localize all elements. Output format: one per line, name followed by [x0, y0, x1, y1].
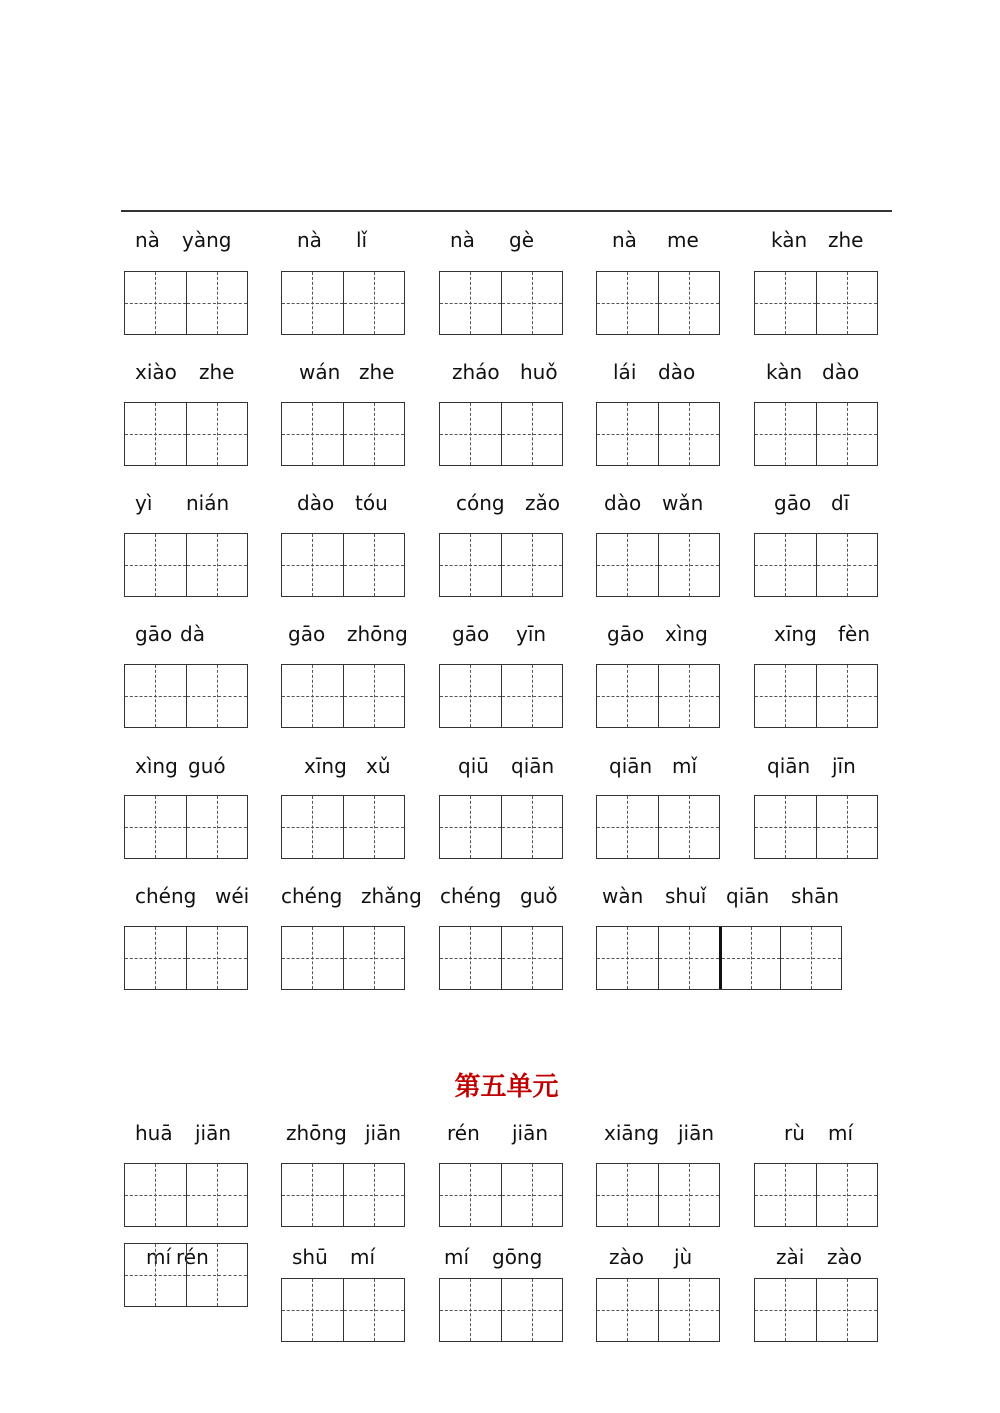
- tian-zi-cell[interactable]: [343, 272, 404, 334]
- tian-zi-cell[interactable]: [282, 665, 343, 727]
- writing-grid[interactable]: [281, 1163, 405, 1227]
- tian-zi-cell[interactable]: [440, 796, 501, 858]
- pinyin-syllable: jīn: [832, 754, 856, 778]
- writing-grid[interactable]: [596, 1163, 720, 1227]
- tian-zi-cell[interactable]: [125, 665, 186, 727]
- pinyin-syllable: xìng: [135, 754, 178, 778]
- tian-zi-cell[interactable]: [186, 403, 247, 465]
- tian-zi-cell[interactable]: [658, 665, 719, 727]
- pinyin-syllable: nà: [135, 228, 160, 252]
- writing-grid[interactable]: [439, 1278, 563, 1342]
- pinyin-syllable: nián: [186, 491, 230, 515]
- pinyin-syllable: lǐ: [356, 228, 368, 252]
- tian-zi-cell[interactable]: [440, 534, 501, 596]
- writing-grid[interactable]: [124, 533, 248, 597]
- tian-zi-cell[interactable]: [597, 272, 658, 334]
- tian-zi-cell[interactable]: [755, 1164, 816, 1226]
- pinyin-syllable: dà: [180, 622, 205, 646]
- pinyin-syllable: guǒ: [520, 884, 558, 908]
- pinyin-syllable: shān: [791, 884, 840, 908]
- writing-grid[interactable]: [439, 795, 563, 859]
- pinyin-syllable: wàn: [602, 884, 644, 908]
- pinyin-syllable: huǒ: [520, 360, 558, 384]
- tian-zi-cell[interactable]: [125, 796, 186, 858]
- pinyin-syllable: huā: [135, 1121, 173, 1145]
- writing-grid[interactable]: [596, 795, 720, 859]
- writing-grid[interactable]: [754, 1163, 878, 1227]
- tian-zi-cell[interactable]: [282, 272, 343, 334]
- tian-zi-cell[interactable]: [440, 927, 501, 989]
- pinyin-syllable: mǐ: [672, 754, 698, 778]
- pinyin-syllable: mí: [828, 1121, 854, 1145]
- pinyin-syllable: zhe: [359, 360, 395, 384]
- tian-zi-cell[interactable]: [816, 403, 877, 465]
- tian-zi-cell[interactable]: [440, 272, 501, 334]
- tian-zi-cell[interactable]: [186, 272, 247, 334]
- tian-zi-cell[interactable]: [501, 796, 562, 858]
- tian-zi-cell[interactable]: [501, 272, 562, 334]
- pinyin-syllable: qiān: [726, 884, 770, 908]
- writing-grid[interactable]: [754, 402, 878, 466]
- tian-zi-cell[interactable]: [343, 1279, 404, 1341]
- writing-grid[interactable]: [124, 1243, 248, 1307]
- tian-zi-cell[interactable]: [440, 1279, 501, 1341]
- pinyin-syllable: zài: [776, 1245, 805, 1269]
- pinyin-syllable: zào: [609, 1245, 644, 1269]
- pinyin-syllable: wán: [299, 360, 341, 384]
- pinyin-syllable: wéi: [215, 884, 250, 908]
- pinyin-syllable: yì: [135, 491, 153, 515]
- pinyin-syllable: yīn: [516, 622, 547, 646]
- pinyin-syllable: gōng: [492, 1245, 543, 1269]
- pinyin-syllable: nà: [297, 228, 322, 252]
- tian-zi-cell[interactable]: [343, 403, 404, 465]
- tian-zi-cell[interactable]: [282, 1164, 343, 1226]
- writing-grid[interactable]: [439, 664, 563, 728]
- writing-grid[interactable]: [439, 271, 563, 335]
- pinyin-syllable: jiān: [678, 1121, 715, 1145]
- tian-zi-cell[interactable]: [597, 796, 658, 858]
- tian-zi-cell[interactable]: [125, 1164, 186, 1226]
- pinyin-syllable: qiān: [511, 754, 555, 778]
- writing-grid[interactable]: [439, 1163, 563, 1227]
- tian-zi-cell[interactable]: [755, 796, 816, 858]
- pinyin-syllable: jiān: [512, 1121, 549, 1145]
- pinyin-syllable: wǎn: [662, 491, 704, 515]
- pinyin-syllable: shū: [292, 1245, 328, 1269]
- tian-zi-cell[interactable]: [440, 665, 501, 727]
- pinyin-syllable: gāo: [452, 622, 490, 646]
- tian-zi-cell[interactable]: [501, 927, 562, 989]
- pinyin-syllable: jiān: [365, 1121, 402, 1145]
- writing-grid[interactable]: [281, 926, 405, 990]
- tian-zi-cell[interactable]: [719, 927, 780, 989]
- writing-grid[interactable]: [596, 926, 842, 990]
- writing-grid[interactable]: [124, 664, 248, 728]
- pinyin-syllable: gāo: [607, 622, 645, 646]
- tian-zi-cell[interactable]: [816, 272, 877, 334]
- pinyin-syllable: xǔ: [366, 754, 391, 778]
- tian-zi-cell[interactable]: [501, 534, 562, 596]
- tian-zi-cell[interactable]: [597, 1279, 658, 1341]
- writing-grid[interactable]: [596, 1278, 720, 1342]
- tian-zi-cell[interactable]: [501, 1164, 562, 1226]
- pinyin-syllable: xìng: [665, 622, 708, 646]
- tian-zi-cell[interactable]: [343, 927, 404, 989]
- pinyin-syllable: tóu: [355, 491, 388, 515]
- pinyin-syllable: zhōng: [347, 622, 408, 646]
- tian-zi-cell[interactable]: [282, 796, 343, 858]
- unit-title: 第五单元: [454, 1072, 559, 1102]
- pinyin-syllable: qiān: [767, 754, 811, 778]
- tian-zi-cell[interactable]: [816, 1164, 877, 1226]
- pinyin-syllable: zhōng: [286, 1121, 347, 1145]
- tian-zi-cell[interactable]: [597, 1164, 658, 1226]
- pinyin-syllable: guó: [188, 754, 226, 778]
- pinyin-syllable: kàn: [766, 360, 803, 384]
- tian-zi-cell[interactable]: [440, 403, 501, 465]
- writing-grid[interactable]: [281, 1278, 405, 1342]
- pinyin-syllable: fèn: [838, 622, 871, 646]
- writing-grid[interactable]: [754, 664, 878, 728]
- tian-zi-cell[interactable]: [816, 796, 877, 858]
- pinyin-syllable: chéng: [281, 884, 343, 908]
- pinyin-syllable: rén: [176, 1245, 209, 1269]
- writing-grid[interactable]: [124, 1163, 248, 1227]
- tian-zi-cell[interactable]: [755, 1279, 816, 1341]
- tian-zi-cell[interactable]: [343, 796, 404, 858]
- tian-zi-cell[interactable]: [186, 927, 247, 989]
- tian-zi-cell[interactable]: [780, 927, 841, 989]
- pinyin-syllable: dào: [297, 491, 335, 515]
- tian-zi-cell[interactable]: [597, 927, 658, 989]
- writing-grid[interactable]: [281, 271, 405, 335]
- pinyin-syllable: mí: [444, 1245, 470, 1269]
- pinyin-syllable: zǎo: [525, 491, 560, 515]
- writing-grid[interactable]: [281, 664, 405, 728]
- tian-zi-cell[interactable]: [125, 272, 186, 334]
- tian-zi-cell[interactable]: [755, 272, 816, 334]
- pinyin-syllable: xīng: [304, 754, 347, 778]
- pinyin-syllable: dī: [831, 491, 850, 515]
- pinyin-syllable: zào: [827, 1245, 862, 1269]
- pinyin-syllable: lái: [613, 360, 637, 384]
- tian-zi-cell[interactable]: [186, 1244, 247, 1306]
- pinyin-syllable: xiào: [135, 360, 177, 384]
- writing-grid[interactable]: [124, 402, 248, 466]
- writing-grid[interactable]: [754, 1278, 878, 1342]
- tian-zi-cell[interactable]: [658, 1164, 719, 1226]
- top-rule: [121, 210, 892, 212]
- tian-zi-cell[interactable]: [501, 403, 562, 465]
- writing-grid[interactable]: [281, 533, 405, 597]
- pinyin-syllable: jiān: [195, 1121, 232, 1145]
- tian-zi-cell[interactable]: [501, 1279, 562, 1341]
- pinyin-syllable: qiū: [458, 754, 489, 778]
- tian-zi-cell[interactable]: [186, 1164, 247, 1226]
- tian-zi-cell[interactable]: [343, 665, 404, 727]
- writing-grid[interactable]: [754, 795, 878, 859]
- tian-zi-cell[interactable]: [755, 534, 816, 596]
- pinyin-syllable: mí: [350, 1245, 376, 1269]
- writing-grid[interactable]: [281, 402, 405, 466]
- tian-zi-cell[interactable]: [816, 534, 877, 596]
- tian-zi-cell[interactable]: [186, 665, 247, 727]
- writing-grid[interactable]: [754, 271, 878, 335]
- pinyin-syllable: zhe: [828, 228, 864, 252]
- pinyin-syllable: xīng: [774, 622, 817, 646]
- writing-grid[interactable]: [439, 402, 563, 466]
- writing-grid[interactable]: [754, 533, 878, 597]
- pinyin-syllable: nà: [450, 228, 475, 252]
- pinyin-syllable: chéng: [135, 884, 197, 908]
- pinyin-syllable: rù: [784, 1121, 805, 1145]
- tian-zi-cell[interactable]: [816, 1279, 877, 1341]
- pinyin-syllable: xiāng: [604, 1121, 660, 1145]
- tian-zi-cell[interactable]: [186, 796, 247, 858]
- pinyin-syllable: me: [667, 228, 699, 252]
- tian-zi-cell[interactable]: [343, 534, 404, 596]
- tian-zi-cell[interactable]: [658, 272, 719, 334]
- pinyin-syllable: dào: [822, 360, 860, 384]
- tian-zi-cell[interactable]: [282, 534, 343, 596]
- pinyin-syllable: kàn: [771, 228, 808, 252]
- pinyin-syllable: cóng: [456, 491, 505, 515]
- tian-zi-cell[interactable]: [501, 665, 562, 727]
- pinyin-syllable: yàng: [182, 228, 232, 252]
- pinyin-syllable: zháo: [452, 360, 500, 384]
- pinyin-syllable: dào: [604, 491, 642, 515]
- pinyin-syllable: gāo: [774, 491, 812, 515]
- writing-grid[interactable]: [439, 926, 563, 990]
- pinyin-syllable: gāo: [135, 622, 173, 646]
- tian-zi-cell[interactable]: [125, 1244, 186, 1306]
- pinyin-syllable: shuǐ: [665, 884, 707, 908]
- tian-zi-cell[interactable]: [282, 403, 343, 465]
- tian-zi-cell[interactable]: [282, 1279, 343, 1341]
- pinyin-syllable: zhe: [199, 360, 235, 384]
- tian-zi-cell[interactable]: [658, 796, 719, 858]
- tian-zi-cell[interactable]: [755, 403, 816, 465]
- writing-grid[interactable]: [124, 926, 248, 990]
- tian-zi-cell[interactable]: [755, 665, 816, 727]
- writing-grid[interactable]: [439, 533, 563, 597]
- writing-grid[interactable]: [596, 533, 720, 597]
- pinyin-syllable: qiān: [609, 754, 653, 778]
- tian-zi-cell[interactable]: [125, 927, 186, 989]
- writing-grid[interactable]: [281, 795, 405, 859]
- tian-zi-cell[interactable]: [597, 534, 658, 596]
- tian-zi-cell[interactable]: [125, 534, 186, 596]
- pinyin-syllable: gè: [509, 228, 534, 252]
- tian-zi-cell[interactable]: [658, 403, 719, 465]
- writing-grid[interactable]: [596, 402, 720, 466]
- tian-zi-cell[interactable]: [816, 665, 877, 727]
- writing-grid[interactable]: [124, 271, 248, 335]
- pinyin-syllable: mí: [146, 1245, 172, 1269]
- tian-zi-cell[interactable]: [125, 403, 186, 465]
- pinyin-syllable: dào: [658, 360, 696, 384]
- writing-grid[interactable]: [596, 664, 720, 728]
- tian-zi-cell[interactable]: [282, 927, 343, 989]
- tian-zi-cell[interactable]: [343, 1164, 404, 1226]
- tian-zi-cell[interactable]: [658, 927, 719, 989]
- pinyin-syllable: rén: [447, 1121, 480, 1145]
- pinyin-syllable: jù: [674, 1245, 693, 1269]
- pinyin-syllable: chéng: [440, 884, 502, 908]
- pinyin-syllable: nà: [612, 228, 637, 252]
- tian-zi-cell[interactable]: [658, 534, 719, 596]
- writing-grid[interactable]: [124, 795, 248, 859]
- pinyin-syllable: gāo: [288, 622, 326, 646]
- tian-zi-cell[interactable]: [440, 1164, 501, 1226]
- tian-zi-cell[interactable]: [186, 534, 247, 596]
- pinyin-syllable: zhǎng: [361, 884, 422, 908]
- tian-zi-cell[interactable]: [658, 1279, 719, 1341]
- tian-zi-cell[interactable]: [597, 403, 658, 465]
- tian-zi-cell[interactable]: [597, 665, 658, 727]
- writing-grid[interactable]: [596, 271, 720, 335]
